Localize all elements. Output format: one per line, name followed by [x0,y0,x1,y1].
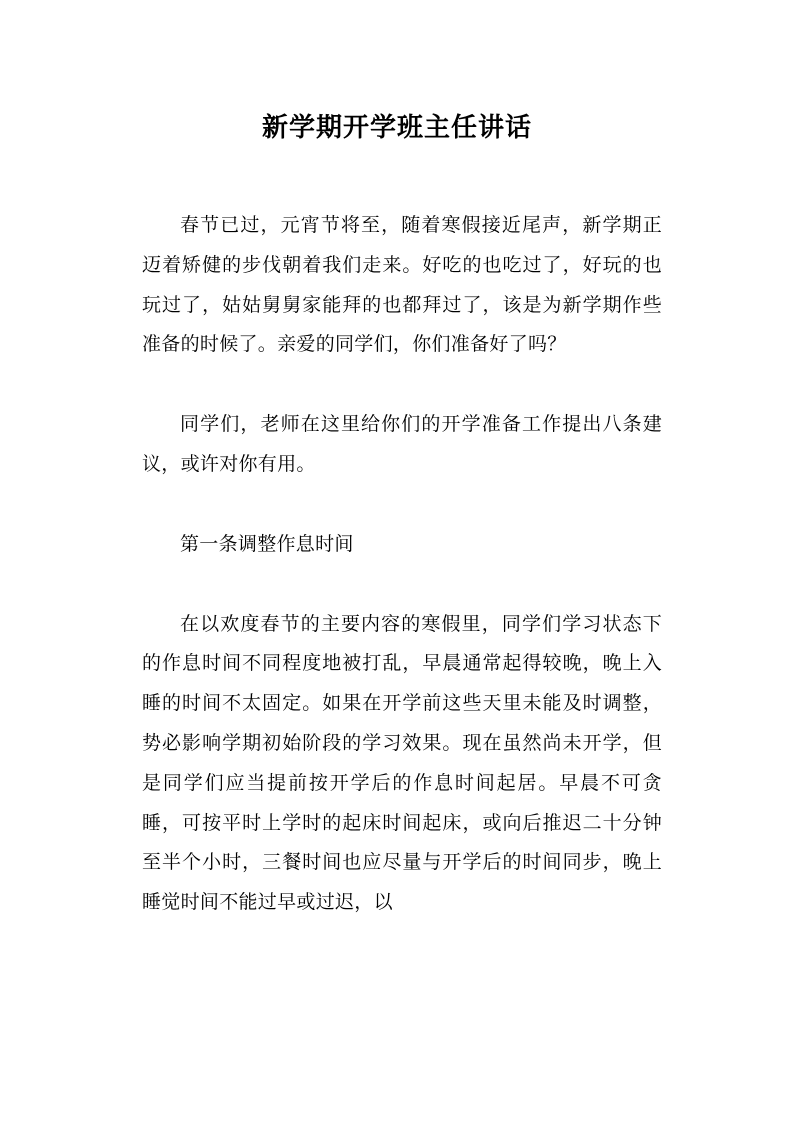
paragraph-schedule: 在以欢度春节的主要内容的寒假里，同学们学习状态下的作息时间不同程度地被打乱，早晨通常起得较晚，晚上入睡的时间不太固定。如果在开学前这些天里未能及时调整，势必影响学期初始阶段的学习效果。现在虽然尚未开学，但是同学们应当提前按开学后的作息时间起居。早晨不可贪睡，可按平时上学时的起床时间起床，或向后推迟二十分钟至半个小时，三餐时间也应尽量与开学后的时间同步，晚上睡觉时间不能过早或过迟，以 [142,612,662,914]
paragraph-intro: 春节已过，元宵节将至，随着寒假接近尾声，新学期正迈着矫健的步伐朝着我们走来。好吃的也吃过了，好玩的也玩过了，姑姑舅舅家能拜的也都拜过了，该是为新学期作些准备的时候了。亲爱的同学们，你们准备好了吗？ [142,214,662,356]
document-body [142,206,662,963]
paragraph-suggestions: 同学们，老师在这里给你们的开学准备工作提出八条建议，或许对你有用。 [142,413,662,475]
section-heading-1: 第一条调整作息时间 [180,532,354,555]
document-title: 新学期开学班主任讲话 [261,113,532,143]
